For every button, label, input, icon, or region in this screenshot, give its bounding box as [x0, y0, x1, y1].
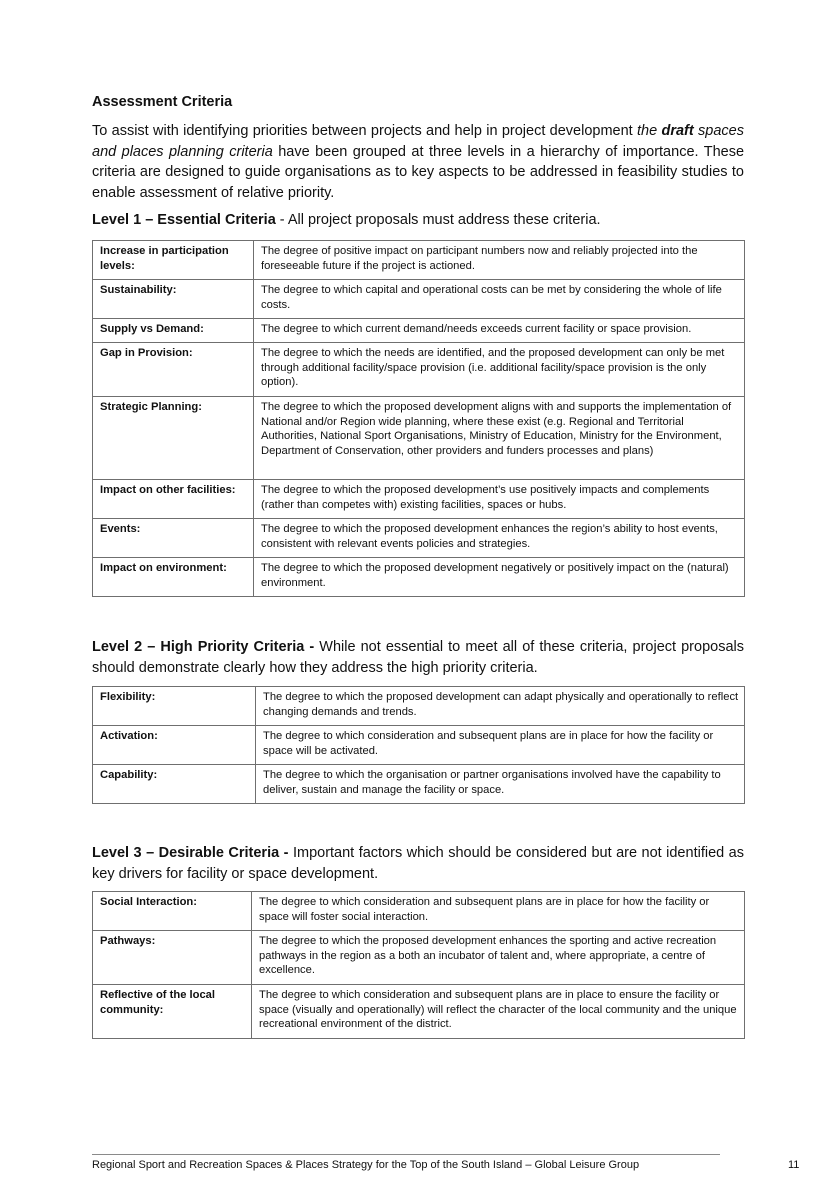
criterion-description: The degree to which the needs are identified, and the proposed development can only be met through additional facility/space provision (i.e. additional facility/space provision is the only option). [254, 343, 745, 397]
table-row [93, 480, 745, 519]
table-row [93, 397, 745, 480]
table-row [93, 726, 745, 765]
criterion-description: The degree to which consideration and subsequent plans are in place for how the facility or space will be activated. [256, 726, 745, 765]
page-number: 11 [788, 1159, 800, 1171]
criterion-label: Impact on environment: [93, 558, 254, 597]
level-3-title-bold: Level 3 – Desirable Criteria - [92, 845, 289, 861]
level-1-title-rest: - All project proposals must address these criteria. [275, 212, 601, 228]
table-row [93, 892, 745, 931]
criterion-description: The degree to which the proposed development enhances the region’s ability to host events, consistent with relevant events policies and strategies. [254, 519, 745, 558]
level-1-title [92, 210, 744, 231]
table-row [93, 931, 745, 985]
intro-text-before: To assist with identifying priorities between projects and help in project development [92, 123, 638, 139]
criterion-label: Increase in participation levels: [93, 241, 254, 280]
level-3-title [92, 843, 744, 884]
level-2-table [92, 686, 745, 804]
criterion-label: Pathways: [93, 931, 252, 985]
table-row [93, 558, 745, 597]
section-heading: Assessment Criteria [92, 94, 233, 110]
intro-paragraph [92, 121, 744, 203]
level-1-title-bold: Level 1 – Essential Criteria [92, 212, 276, 228]
criterion-label: Impact on other facilities: [93, 480, 254, 519]
criterion-label: Supply vs Demand: [93, 319, 254, 343]
table-row [93, 280, 745, 319]
intro-italic-phrase: spaces and places planning criteria [92, 123, 744, 160]
criterion-label: Events: [93, 519, 254, 558]
criterion-label: Gap in Provision: [93, 343, 254, 397]
criterion-description: The degree to which the proposed development aligns with and supports the implementation of National and/or Region wide planning, where these exist (e.g. Regional and Territorial Authorities, National Sport Organisations, Ministry of Education, Ministry for the Environment, Department of Conservation, other providers and funders processes and plans) [254, 397, 745, 480]
footer-divider [92, 1154, 720, 1155]
intro-italic-the: the [637, 123, 662, 139]
level-2-title-rest: While not essential to meet all of these criteria, project proposals should demonstrate clearly how they address the high priority criteria. [92, 639, 744, 676]
criterion-label: Reflective of the local community: [93, 985, 252, 1039]
criterion-description: The degree to which consideration and subsequent plans are in place for how the facility or space will foster social interaction. [252, 892, 745, 931]
criterion-description: The degree to which the proposed development’s use positively impacts and complements (rather than competes with) existing facilities, spaces or hubs. [254, 480, 745, 519]
table-row [93, 985, 745, 1039]
level-3-title-rest: Important factors which should be considered but are not identified as key drivers for facility or space development. [92, 845, 744, 882]
criterion-description: The degree to which capital and operational costs can be met by considering the whole of life costs. [254, 280, 745, 319]
table-row [93, 319, 745, 343]
criterion-label: Social Interaction: [93, 892, 252, 931]
criterion-label: Capability: [93, 765, 256, 804]
criterion-label: Sustainability: [93, 280, 254, 319]
intro-draft: draft [661, 123, 694, 139]
criterion-description: The degree to which the proposed development enhances the sporting and active recreation pathways in the region as a both an incubator of talent and, where appropriate, a centre of excellence. [252, 931, 745, 985]
criterion-description: The degree of positive impact on participant numbers now and reliably projected into the foreseeable future if the project is actioned. [254, 241, 745, 280]
table-row [93, 241, 745, 280]
criterion-description: The degree to which current demand/needs exceeds current facility or space provision. [254, 319, 745, 343]
criterion-label: Flexibility: [93, 687, 256, 726]
table-row [93, 343, 745, 397]
level-3-table [92, 891, 745, 1039]
criterion-label: Activation: [93, 726, 256, 765]
table-row [93, 519, 745, 558]
table-row [93, 765, 745, 804]
level-1-table [92, 240, 745, 597]
criterion-description: The degree to which consideration and subsequent plans are in place to ensure the facility or space (visually and operationally) will reflect the character of the local community and the unique recreational environment of the district. [252, 985, 745, 1039]
level-2-title-bold: Level 2 – High Priority Criteria - [92, 639, 315, 655]
table-row [93, 687, 745, 726]
criterion-label: Strategic Planning: [93, 397, 254, 480]
criterion-description: The degree to which the organisation or partner organisations involved have the capability to deliver, sustain and manage the facility or space. [256, 765, 745, 804]
level-2-title [92, 637, 744, 678]
criterion-description: The degree to which the proposed development can adapt physically and operationally to reflect changing demands and trends. [256, 687, 745, 726]
footer-text: Regional Sport and Recreation Spaces & Places Strategy for the Top of the South Island – Global Leisure Group [92, 1159, 640, 1171]
intro-text-after: have been grouped at three levels in a hierarchy of importance. These criteria are designed to guide organisations as to key aspects to be addressed in feasibility studies to enable assessment of relative priority. [92, 143, 745, 201]
criterion-description: The degree to which the proposed development negatively or positively impact on the (natural) environment. [254, 558, 745, 597]
